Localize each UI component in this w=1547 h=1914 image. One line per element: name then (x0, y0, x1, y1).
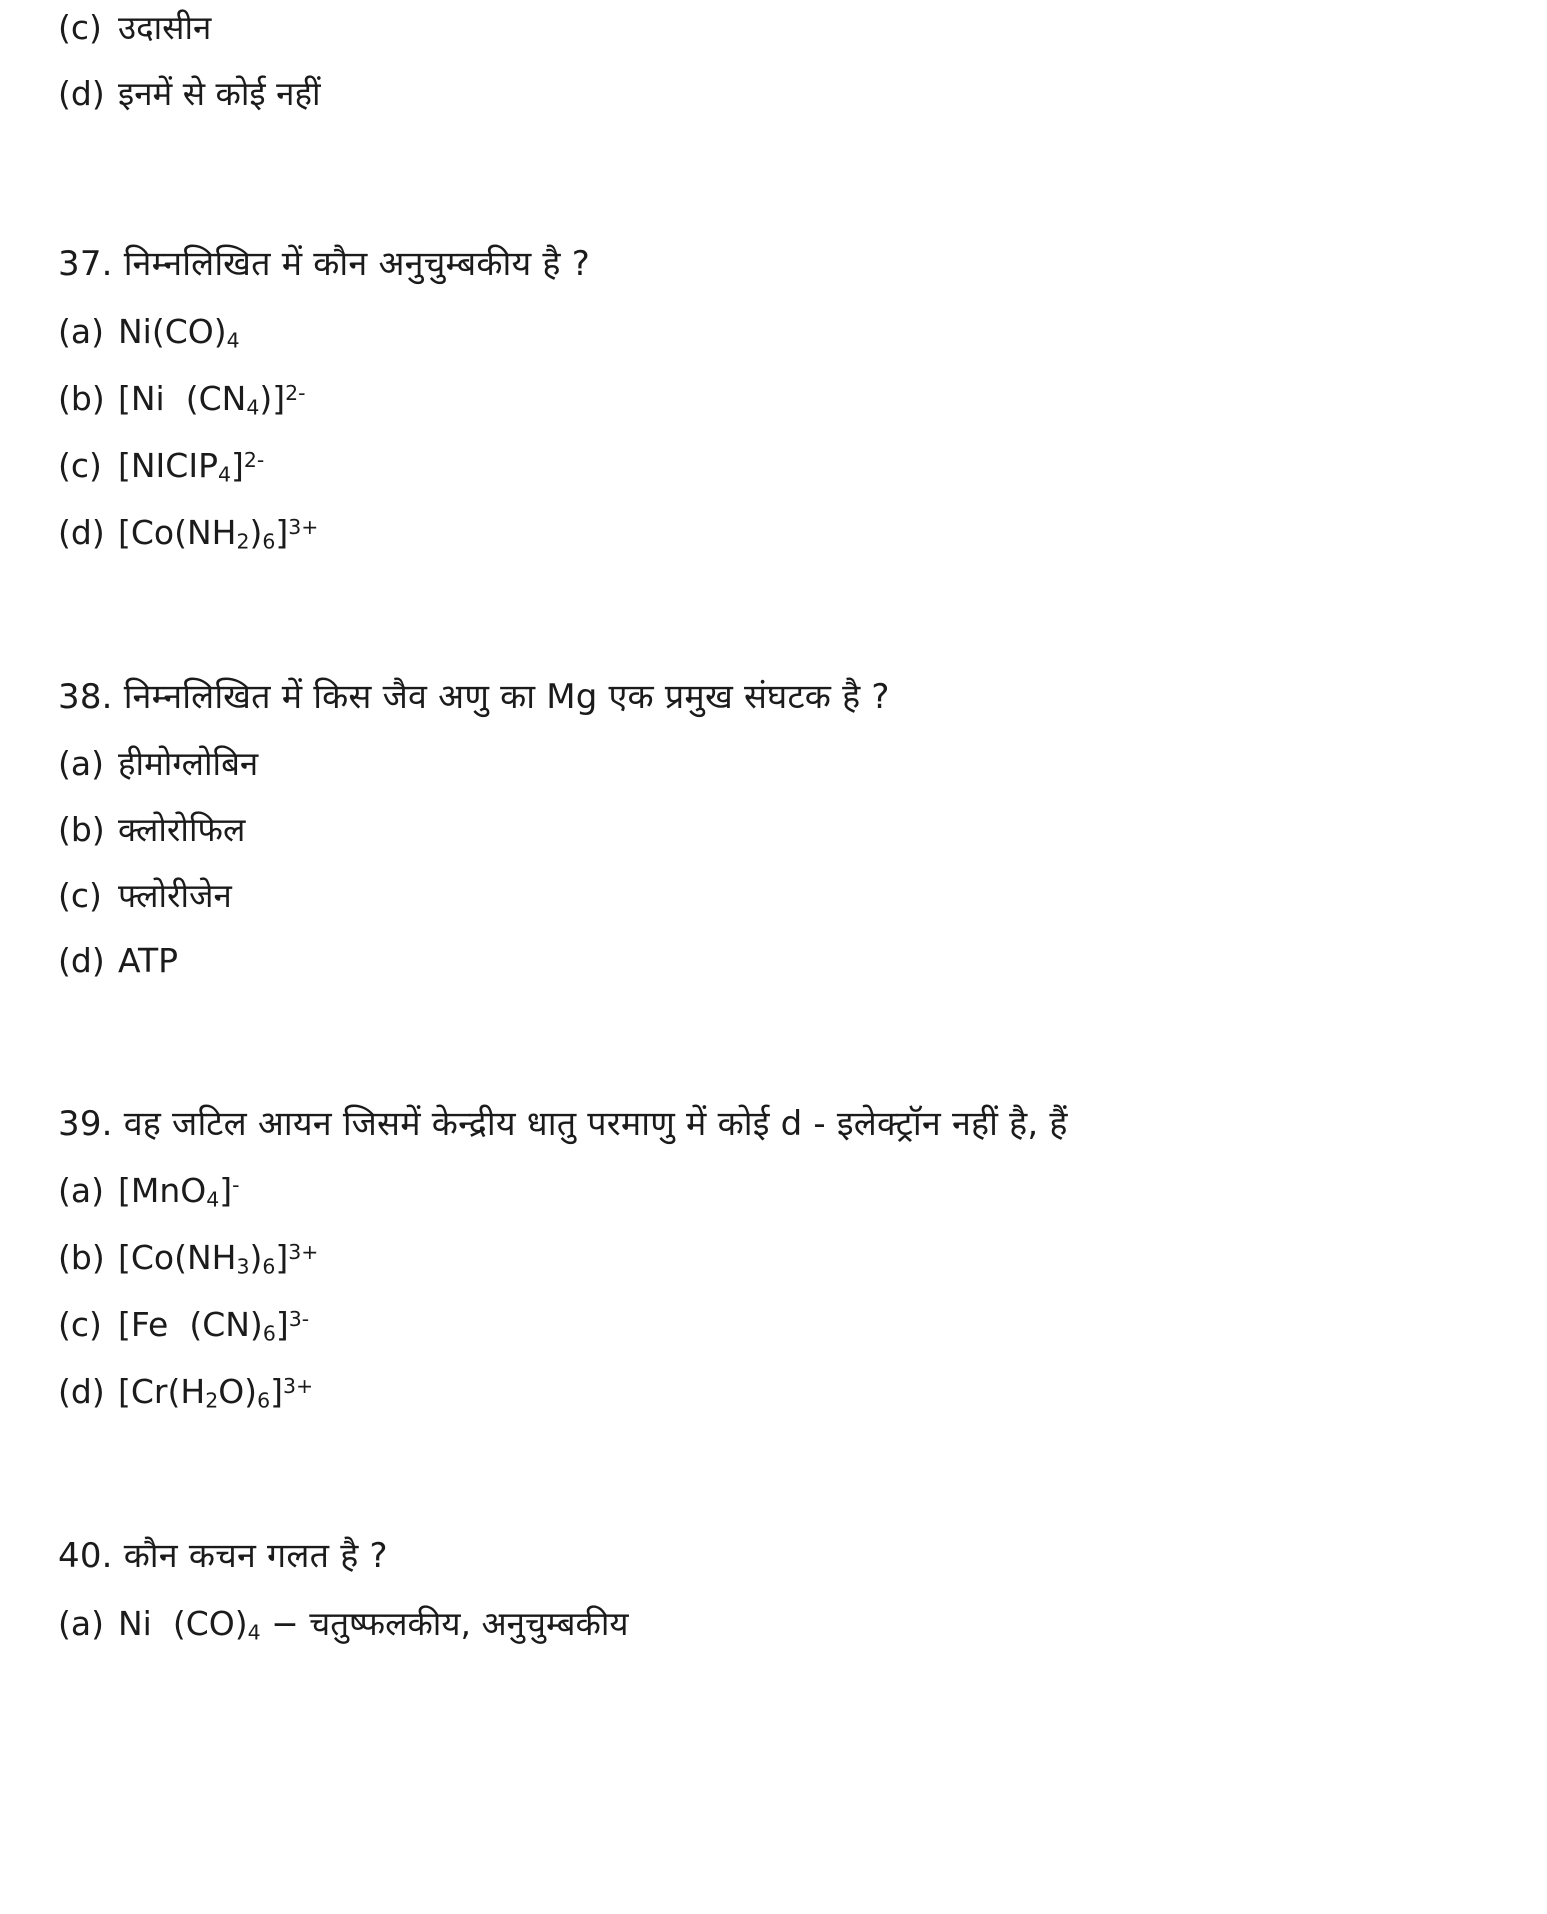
option-formula: [MnO$_4$]- (118, 1171, 240, 1212)
option-tag: (a) (58, 1171, 104, 1211)
list-item (58, 379, 1489, 420)
option-tag: (a) (58, 1603, 104, 1643)
section-spacer (58, 139, 1489, 243)
question-title (58, 1535, 1489, 1578)
list-item (58, 810, 1489, 850)
list-item (58, 513, 1489, 554)
question-title (58, 1103, 1489, 1146)
question-38 (58, 676, 1489, 981)
question-text: निम्नलिखित में कौन अनुचुम्बकीय है ? (123, 244, 590, 285)
question-number: 39. (58, 1103, 113, 1144)
option-tag: (d) (58, 1372, 105, 1412)
option-text: इनमें से कोई नहीं (118, 73, 321, 113)
option-tag: (d) (58, 73, 105, 113)
question-number: 38. (58, 676, 113, 717)
option-formula: $[Co(NH_2)_6]^{3+}$ (118, 512, 319, 554)
section-spacer (58, 1439, 1489, 1535)
list-item (58, 1305, 1489, 1346)
option-text: उदासीन (118, 8, 212, 47)
option-formula: $[Cr(H_2O)_6]^{3+}$ (118, 1372, 314, 1413)
option-formula: $[NICIP_4]^{2-}$ (118, 445, 265, 487)
question-text: निम्नलिखित में किस जैव अणु का Mg एक प्रमुख संघटक है ? (123, 676, 890, 717)
question-number: 37. (58, 244, 113, 285)
option-formula: $Ni(CO)_4$ (118, 311, 240, 353)
option-tag: (c) (58, 875, 102, 915)
option-text: क्लोरोफिल (118, 809, 246, 849)
question-text: वह जटिल आयन जिसमें केन्द्रीय धातु परमाणु में कोई d - इलेक्ट्रॉन नहीं है, हैं (123, 1103, 1068, 1144)
question-39 (58, 1103, 1489, 1414)
option-formula: [Fe $(CN)_6]^{3-}$ (118, 1305, 310, 1346)
list-item (58, 744, 1489, 784)
option-tag: (c) (58, 8, 102, 47)
list-item (58, 1238, 1489, 1279)
question-number: 40. (58, 1536, 113, 1577)
list-item (58, 1604, 1489, 1645)
option-tag: (b) (58, 1238, 105, 1278)
option-formula: Ni $(CO)_4$ − चतुष्फलकीय, अनुचुम्बकीय (118, 1603, 629, 1645)
list-item (58, 1171, 1489, 1212)
question-text: कौन कचन गलत है ? (123, 1536, 388, 1577)
question-40 (58, 1535, 1489, 1645)
section-spacer (58, 580, 1489, 676)
list-item (58, 876, 1489, 916)
option-text: ATP (118, 941, 179, 981)
list-item (58, 74, 1489, 114)
question-37 (58, 243, 1489, 554)
section-spacer (58, 1007, 1489, 1103)
option-formula: $[Co(NH_3)_6]^{3+}$ (118, 1238, 319, 1279)
option-tag: (c) (58, 1305, 102, 1345)
option-tag: (b) (58, 809, 105, 849)
question-title (58, 676, 1489, 719)
list-item (58, 1372, 1489, 1413)
list-item (58, 941, 1489, 981)
list-item (58, 312, 1489, 353)
option-tag: (d) (58, 512, 105, 552)
list-item (58, 8, 1489, 48)
option-tag: (a) (58, 311, 104, 351)
option-formula: [Ni $(CN_4)]^{2-}$ (118, 378, 306, 420)
list-item (58, 446, 1489, 487)
option-tag: (b) (58, 378, 105, 418)
option-text: फ्लोरीजेन (118, 875, 232, 915)
question-title (58, 243, 1489, 286)
option-tag: (a) (58, 744, 104, 784)
option-text: हीमोग्लोबिन (118, 744, 259, 784)
option-tag: (d) (58, 941, 105, 981)
continued-options-group (58, 0, 1489, 113)
option-tag: (c) (58, 445, 102, 485)
